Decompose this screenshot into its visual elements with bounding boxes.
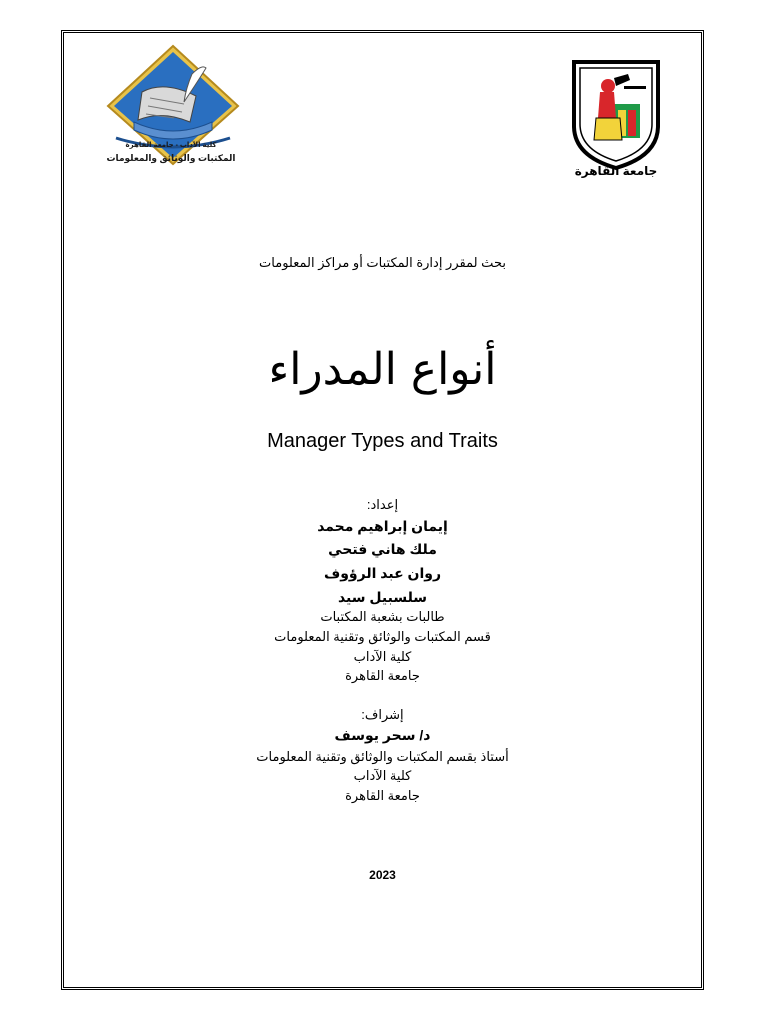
authors-faculty: كلية الآداب: [353, 649, 412, 664]
authors-department: قسم المكتبات والوثائق وتقنية المعلومات: [274, 629, 491, 644]
author-name: سلسبيل سيد: [337, 589, 428, 605]
authors-university: جامعة القاهرة: [345, 668, 420, 683]
supervisor-faculty: كلية الآداب: [353, 768, 412, 783]
faculty-logo-caption-2: المكتبات والوثائق والمعلومات: [106, 153, 236, 163]
supervisor-name: د/ سحر يوسف: [334, 727, 431, 743]
supervision-label: إشراف:: [361, 707, 404, 722]
course-line: بحث لمقرر إدارة المكتبات أو مراكز المعلومات: [259, 255, 506, 270]
cairo-university-caption: جامعة القاهرة: [574, 164, 658, 178]
faculty-logo-caption-1: كلية الآداب - جامعة القاهرة: [125, 142, 217, 149]
year: 2023: [369, 868, 396, 882]
title-english: Manager Types and Traits: [267, 430, 498, 452]
title-arabic: أنواع المدراء: [268, 344, 497, 395]
author-name: ملك هاني فتحي: [328, 541, 437, 557]
authors-affiliation: طالبات بشعبة المكتبات: [320, 609, 445, 624]
prepared-by-label: إعداد:: [366, 497, 399, 512]
author-name: إيمان إبراهيم محمد: [317, 518, 448, 534]
supervisor-position: أستاذ بقسم المكتبات والوثائق وتقنية المعلومات: [256, 749, 509, 764]
author-name: روان عبد الرؤوف: [323, 565, 442, 581]
supervisor-university: جامعة القاهرة: [345, 788, 420, 803]
